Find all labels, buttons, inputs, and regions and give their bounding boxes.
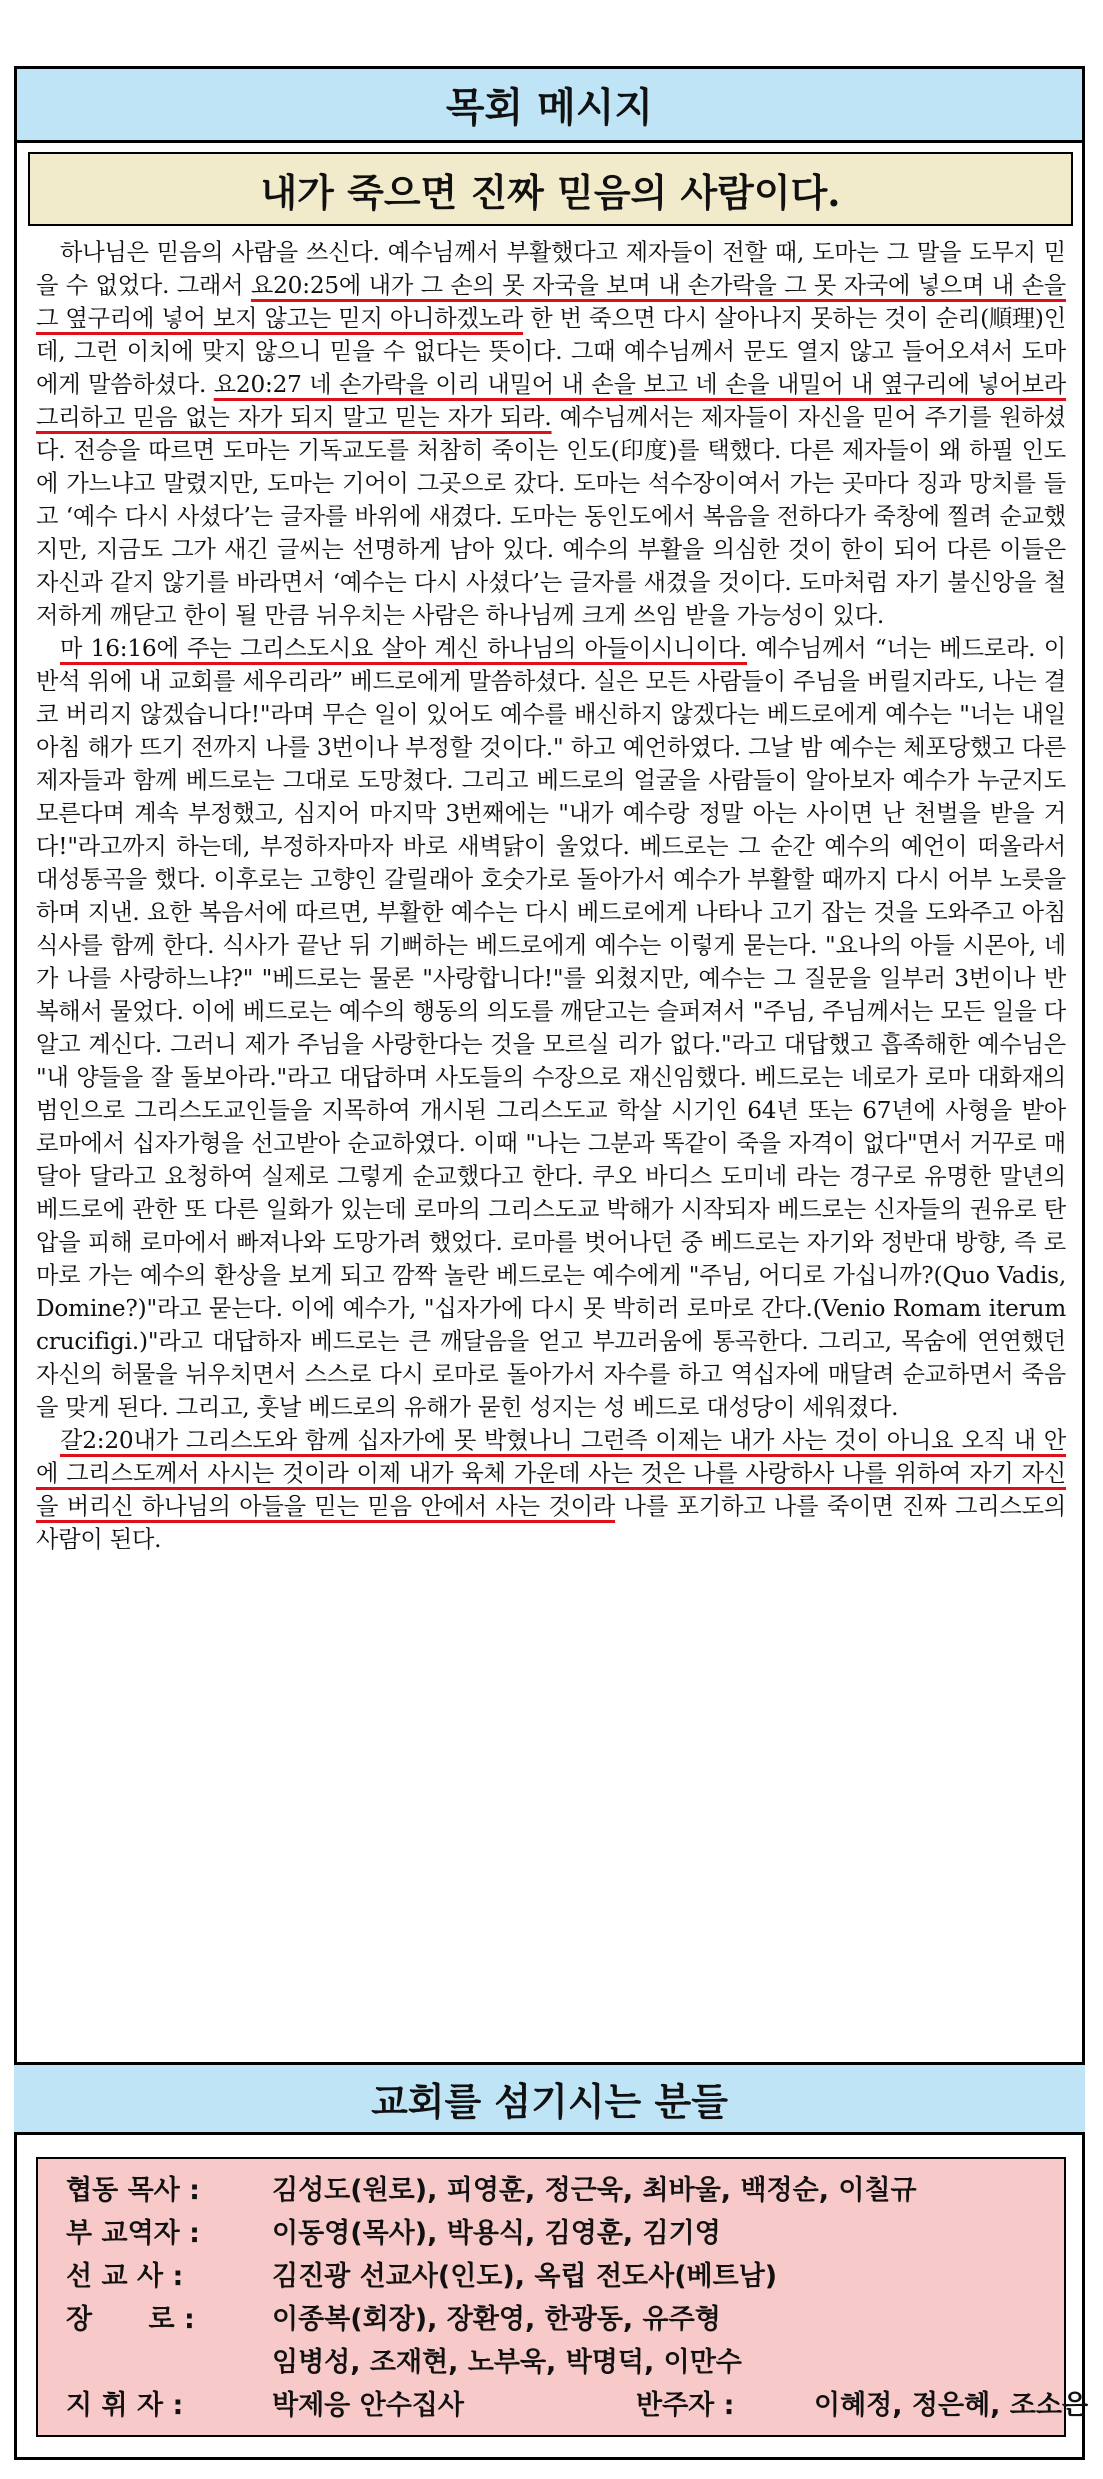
scripture-quote: 마 16:16에 주는 그리스도시요 살아 계신 하나님의 아들이시니이다. — [60, 635, 748, 662]
sermon-body — [36, 236, 1066, 1556]
paragraph-text: 예수님께서는 제자들이 자신을 믿어 주기를 원하셨다. 전승을 따르면 도마는 기독교도를 처참히 죽이는 인도(印度)를 택했다. 다른 제자들이 왜 하필 인도에 가느냐고 말렸지만, 도마는 기어이 그곳으로 갔다. 도마는 석수장이여서 가는 곳마다 징과 망치를 들고 ‘예수 다시 사셨다’는 글자를 바위에 새겼다. 도마는 동인도에서 복음을 전하다가 죽창에 찔려 순교했지만, 지금도 그가 새긴 글씨는 선명하게 남아 있다. 예수의 부활을 의심한 것이 한이 되어 다른 이들은 자신과 같지 않기를 바라면서 ‘예수는 다시 사셨다’는 글자를 새겼을 것이다. 도마처럼 자기 불신앙을 철저하게 깨닫고 한이 될 만큼 뉘우치는 사람은 하나님께 크게 쓰임 받을 가능성이 있다. — [36, 404, 1066, 629]
staff-label: 장 로 : — [66, 2304, 195, 2335]
staff-value: 김성도(원로), 피영훈, 정근욱, 최바울, 백정순, 이칠규 — [272, 2175, 917, 2206]
scripture-quote: 요20:27 네 손가락을 이리 내밀어 내 손을 보고 네 손을 내밀어 내 옆구리에 넣어보라 그리하고 믿음 없는 자가 되지 말고 믿는 자가 되라. — [36, 371, 1067, 431]
paragraph-text: 예수님께서 “너는 베드로라. 이 반석 위에 내 교회를 세우리라” 베드로에게 말씀하셨다. 실은 모든 사람들이 주님을 버릴지라도, 나는 결코 버리지 않겠습니다!"라며 무슨 일이 있어도 예수를 배신하지 않겠다는 베드로에게 예수는 "너는 내일 아침 해가 뜨기 전까지 나를 3번이나 부정할 것이다." 하고 예언하였다. 그날 밤 예수는 체포당했고 다른 제자들과 함께 베드로는 그대로 도망쳤다. 그리고 베드로의 얼굴을 사람들이 알아보자 예수가 누군지도 모른다며 계속 부정했고, 심지어 마지막 3번째에는 "내가 예수랑 정말 아는 사이면 난 천벌을 받을 거다!"라고까지 하는데, 부정하자마자 바로 새벽닭이 울었다. 베드로는 그 순간 예수의 예언이 떠올라서 대성통곡을 했다. 이후로는 고향인 갈릴래아 호숫가로 돌아가서 예수가 부활할 때까지 다시 어부 노릇을 하며 지낸. 요한 복음서에 따르면, 부활한 예수는 다시 베드로에게 나타나 고기 잡는 것을 도와주고 아침 식사를 함께 한다. 식사가 끝난 뒤 기뻐하는 베드로에게 예수는 이렇게 묻는다. "요나의 아들 시몬아, 네가 나를 사랑하느냐?" "베드로는 물론 "사랑합니다!"를 외쳤지만, 예수는 그 질문을 일부러 3번이나 반복해서 물었다. 이에 베드로는 예수의 행동의 의도를 깨닫고는 슬퍼져서 "주님, 주님께서는 모든 일을 다 알고 계신다. 그러니 제가 주님을 사랑한다는 것을 모르실 리가 없다."라고 대답했고 흡족해한 예수님은 "내 양들을 잘 돌보아라."라고 대답하며 사도들의 수장으로 재신임했다. 베드로는 네로가 로마 대화재의 범인으로 그리스도교인들을 지목하여 개시된 그리스도교 학살 시기인 64년 또는 67년에 사형을 받아 로마에서 십자가형을 선고받아 순교하였다. 이때 "나는 그분과 똑같이 죽을 자격이 없다"면서 거꾸로 매달아 달라고 요청하여 실제로 그렇게 순교했다고 한다. 쿠오 바디스 도미네 라는 경구로 유명한 말년의 베드로에 관한 또 다른 일화가 있는데 로마의 그리스도교 박해가 시작되자 베드로는 신자들의 권유로 탄압을 피해 로마에서 빠져나와 도망가려 했었다. 로마를 벗어나던 중 베드로는 자기와 정반대 방향, 즉 로마로 가는 예수의 환상을 보게 되고 깜짝 놀란 베드로는 예수에게 "주님, 어디로 가십니까?(Quo Vadis, Domine?)"라고 묻는다. 이에 예수가, "십자가에 다시 못 박히러 로마로 간다.(Venio Romam iterum crucifigi.)"라고 대답하자 베드로는 큰 깨달음을 얻고 부끄러움에 통곡한다. 그리고, 목숨에 연연했던 자신의 허물을 뉘우치면서 스스로 다시 로마로 돌아가서 자수를 하고 역십자에 매달려 순교하면서 죽음을 맞게 된다. 그리고, 훗날 베드로의 유해가 묻힌 성지는 성 베드로 대성당이 세워졌다. — [36, 635, 1066, 1421]
paragraph-text: 하나님은 믿음의 사람을 쓰신다. 예수님께서 부활했다고 제자들이 전할 때, 도마는 그 말을 도무지 믿을 수 없었다. 그래서 — [36, 239, 1066, 299]
sermon-headline: 내가 죽으면 진짜 믿음의 사람이다. — [28, 152, 1073, 226]
paragraph-3 — [36, 1424, 1066, 1556]
staff-label: 선 교 사 : — [66, 2261, 184, 2292]
staff-value: 박제응 안수집사 — [272, 2390, 464, 2421]
staff-label: 부 교역자 : — [66, 2218, 200, 2249]
staff-section-title: 교회를 섬기시는 분들 — [14, 2062, 1085, 2135]
staff-value: 이동영(목사), 박용식, 김영훈, 김기영 — [272, 2218, 721, 2249]
staff-row-missionaries — [38, 2257, 1064, 2297]
page-title: 목회 메시지 — [14, 66, 1085, 143]
paragraph-text: 나를 포기하고 나를 죽이면 진짜 그리스도의 사람이 된다. — [36, 1493, 1066, 1553]
scripture-quote: 갈2:20내가 그리스도와 함께 십자가에 못 박혔나니 그런즉 이제는 내가 사는 것이 아니요 오직 내 안에 그리스도께서 사시는 것이라 이제 내가 육체 가운데 사는 것은 나를 사랑하사 나를 위하여 자기 자신을 버리신 하나님의 아들을 믿는 믿음 안에서 사는 것이라 — [36, 1427, 1066, 1520]
staff-value: 임병성, 조재현, 노부욱, 박명덕, 이만수 — [272, 2347, 742, 2378]
paragraph-text: 한 번 죽으면 다시 살아나지 못하는 것이 순리(順理)인데, 그런 이치에 맞지 않으니 믿을 수 없다는 뜻이다. 그때 예수님께서 문도 열지 않고 들어오셔서 도마에게 말씀하셨다. — [36, 305, 1066, 398]
staff-row-conductor — [38, 2386, 1089, 2426]
staff-row-elders-continued — [38, 2343, 1064, 2383]
staff-row-associate-ministers — [38, 2214, 1064, 2254]
staff-label: 협동 목사 : — [66, 2175, 200, 2206]
scripture-quote: 요20:25에 내가 그 손의 못 자국을 보며 내 손가락을 그 못 자국에 넣으며 내 손을 그 옆구리에 넣어 보지 않고는 믿지 아니하겠노라 — [36, 272, 1066, 332]
staff-row-elders — [38, 2300, 1064, 2340]
paragraph-2 — [36, 632, 1066, 1424]
staff-value: 김진광 선교사(인도), 옥립 전도사(베트남) — [272, 2261, 778, 2292]
staff-list — [36, 2157, 1089, 2437]
staff-row-cooperating-pastors — [38, 2171, 1064, 2211]
staff-value: 이종복(회장), 장환영, 한광동, 유주형 — [272, 2304, 721, 2335]
staff-label: 지 휘 자 : — [66, 2390, 184, 2421]
accompanist-value: 이혜정, 정은혜, 조소은 — [814, 2390, 1089, 2421]
accompanist-label: 반주자 : — [636, 2390, 735, 2421]
paragraph-1 — [36, 236, 1066, 632]
